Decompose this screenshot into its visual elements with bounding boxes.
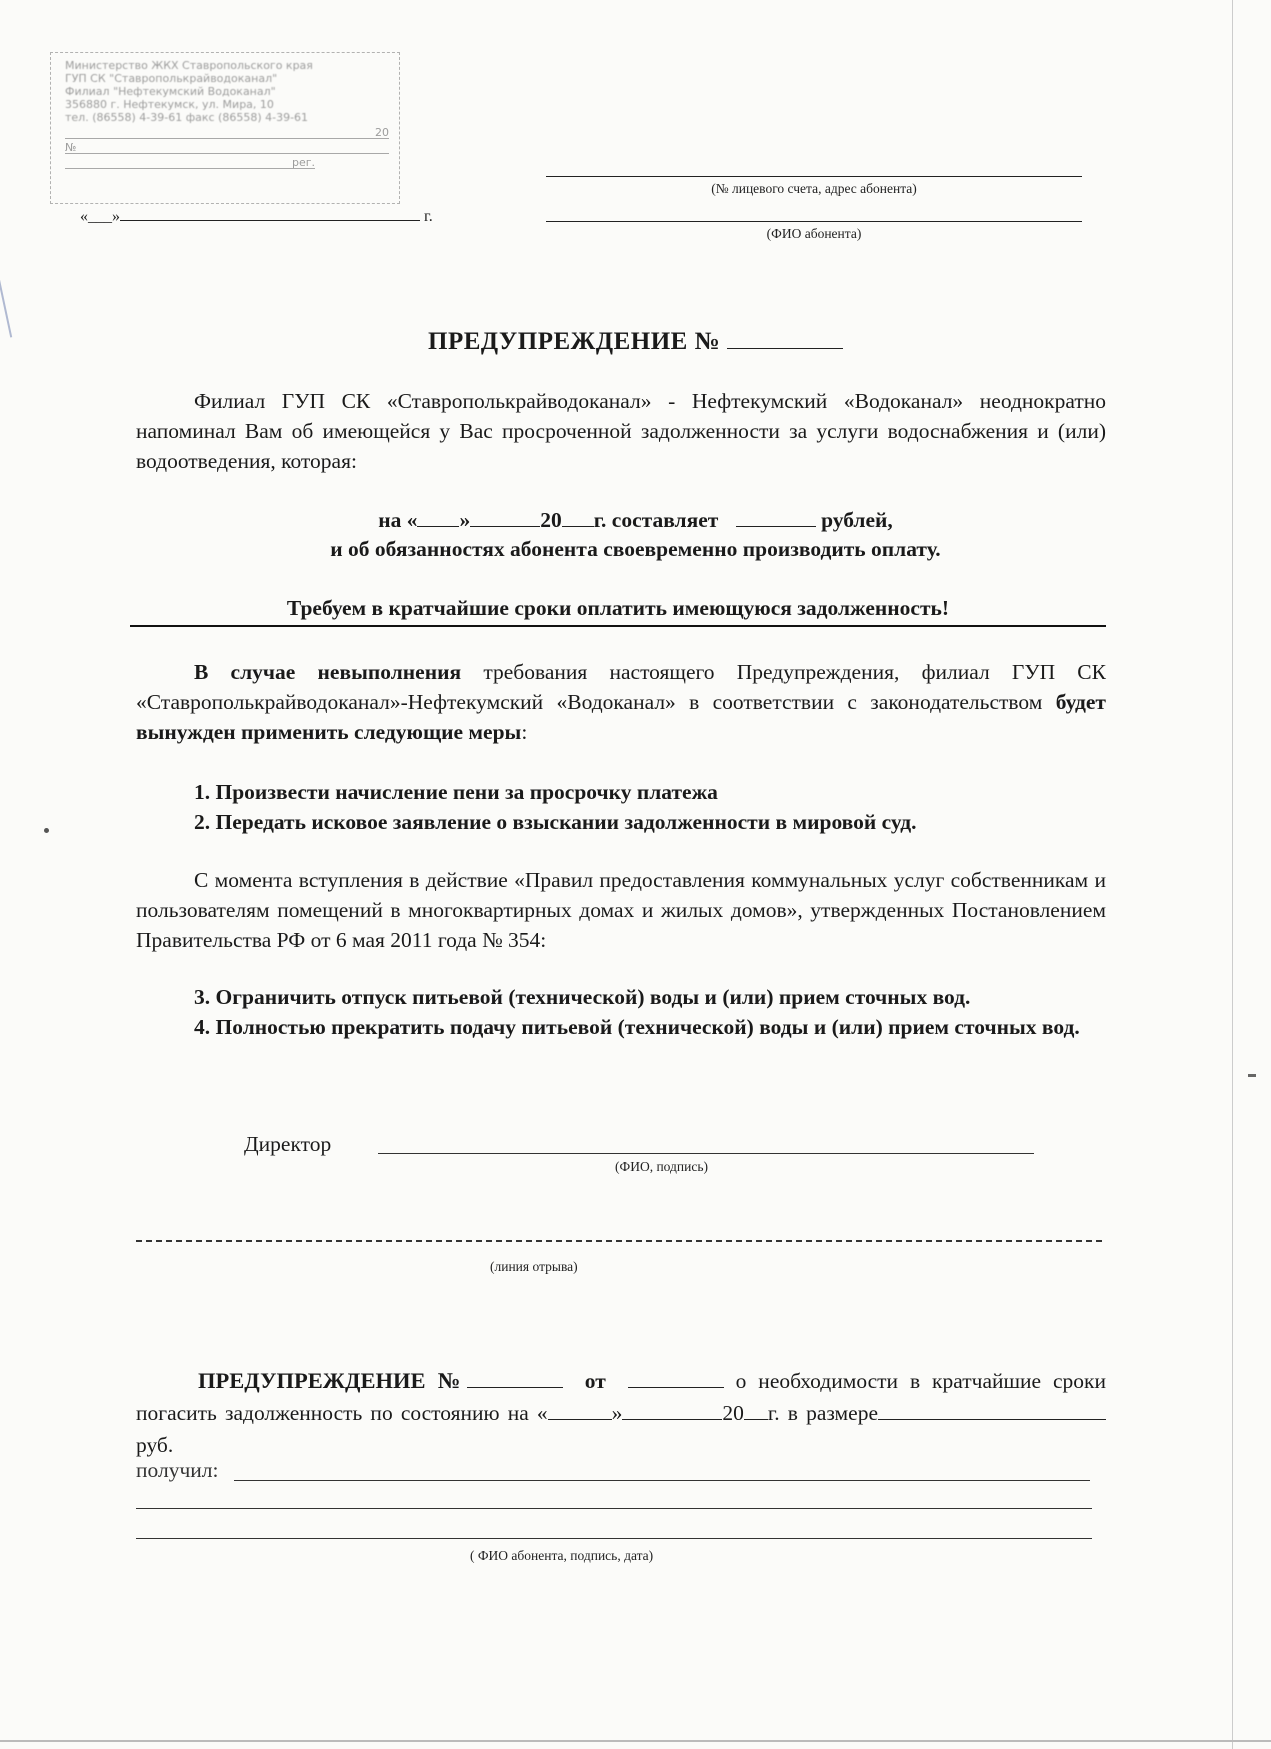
scan-edge-bottom bbox=[0, 1740, 1271, 1742]
receipt-text-2: » bbox=[611, 1401, 623, 1425]
director-label: Директор bbox=[244, 1132, 332, 1156]
receipt-received-line bbox=[234, 1480, 1090, 1481]
debt-year-blank bbox=[562, 506, 594, 527]
receipt-title: ПРЕДУПРЕЖДЕНИЕ № bbox=[198, 1368, 467, 1393]
rules-paragraph: С момента вступления в действие «Правил предоставления коммунальных услуг собственникам и пользователям помещений в многоквартирных домах и жилых домов», утвержденных Постановлением Правительства РФ от 6 мая 2011 года № 354: bbox=[136, 868, 1106, 952]
receipt-year-suffix: г. в размере bbox=[767, 1401, 878, 1425]
tear-caption: (линия отрыва) bbox=[490, 1259, 578, 1274]
demand-underline bbox=[130, 625, 1106, 627]
receipt-number-blank bbox=[467, 1367, 563, 1388]
measure-item: 4. Полностью прекратить подачу питьевой (технической) воды и (или) прием сточных вод. bbox=[194, 1015, 1080, 1039]
receipt-date-blank bbox=[628, 1367, 724, 1388]
stamp-date-line bbox=[65, 126, 389, 139]
scan-speck bbox=[44, 828, 49, 833]
failure-bold-start: В случае невыполнения bbox=[194, 660, 462, 684]
stamp-number-label: № bbox=[65, 141, 77, 154]
header-date bbox=[80, 208, 433, 226]
debt-prefix: на « bbox=[378, 508, 418, 532]
account-line bbox=[546, 176, 1082, 177]
receipt-year: 20 bbox=[722, 1401, 744, 1425]
debt-day-blank bbox=[417, 506, 459, 527]
scan-edge bbox=[1232, 0, 1233, 1749]
title-number-blank bbox=[727, 326, 843, 349]
failure-colon: : bbox=[521, 720, 528, 744]
demand-text: Требуем в кратчайшие сроки оплатить имеющуюся задолженность! bbox=[286, 596, 950, 620]
debt-amount-blank bbox=[736, 506, 816, 527]
measure-item: 3. Ограничить отпуск питьевой (технической) воды и (или) прием сточных вод. bbox=[194, 985, 971, 1009]
header-date-blank bbox=[120, 208, 420, 221]
director-caption: (ФИО, подпись) bbox=[615, 1159, 708, 1174]
receipt-caption: ( ФИО абонента, подпись, дата) bbox=[470, 1548, 654, 1563]
measure-item: 1. Произвести начисление пени за просрочку платежа bbox=[194, 780, 718, 804]
stamp-reg-suffix: рег. bbox=[291, 156, 315, 169]
header-date-suffix: г. bbox=[424, 208, 433, 225]
stamp-line: 356880 г. Нефтекумск, ул. Мира, 10 bbox=[65, 98, 274, 111]
failure-mid: требования настоящего Предупреждения, филиал ГУП СК «Ставрополькрайводоканал»-Нефтекумский «Водоканал» в соответствии с законодательством bbox=[136, 660, 1106, 714]
page-title-text: ПРЕДУПРЕЖДЕНИЕ № bbox=[428, 328, 721, 355]
fio-line bbox=[546, 221, 1082, 222]
receipt-amount-blank bbox=[878, 1399, 1106, 1420]
debt-month-blank bbox=[470, 506, 540, 527]
measures-list-2 bbox=[136, 982, 1106, 1042]
header-date-prefix: «___» bbox=[80, 208, 120, 225]
debt-year: 20 bbox=[540, 508, 562, 532]
debt-total-label: г. составляет bbox=[593, 508, 719, 532]
receipt-month-blank bbox=[622, 1399, 722, 1420]
measures-list bbox=[194, 777, 917, 837]
intro-paragraph: Филиал ГУП СК «Ставрополькрайводоканал» - Нефтекумский «Водоканал» неоднократно напоминал Вам об имеющейся у Вас просроченной задолженности за услуги водоснабжения и (или) водоотведения, которая: bbox=[136, 389, 1106, 473]
tear-line bbox=[136, 1240, 1102, 1242]
stamp-number-line bbox=[65, 141, 389, 154]
stamp-line: ГУП СК "Ставрополькрайводоканал" bbox=[65, 72, 278, 85]
receipt-paragraph bbox=[136, 1365, 1106, 1461]
receipt-received-label: получил: bbox=[136, 1458, 219, 1482]
failure-paragraph bbox=[136, 657, 1106, 747]
stamp-line: Министерство ЖКХ Ставропольского края bbox=[65, 59, 313, 72]
measure-item: 2. Передать исковое заявление о взыскании задолженности в мировой суд. bbox=[194, 810, 917, 834]
scan-speck bbox=[1248, 1074, 1256, 1077]
stamp-date-suffix: 20 bbox=[375, 126, 389, 139]
receipt-line-3 bbox=[136, 1538, 1092, 1539]
receipt-from: от bbox=[584, 1369, 606, 1393]
receipt-rub: руб. bbox=[136, 1433, 174, 1457]
director-signature-line bbox=[378, 1153, 1034, 1154]
receipt-line-2 bbox=[136, 1508, 1092, 1509]
debt-currency: рублей, bbox=[821, 508, 893, 532]
failure-bold-end: будет вынужден применить следующие меры bbox=[136, 690, 1106, 744]
account-caption: (№ лицевого счета, адрес абонента) bbox=[711, 181, 917, 196]
receipt-day-blank bbox=[548, 1399, 612, 1420]
organization-stamp bbox=[50, 52, 400, 204]
receipt-year-blank bbox=[744, 1399, 768, 1420]
debt-quote: » bbox=[459, 508, 471, 532]
debt-line-2: и об обязанностях абонента своевременно производить оплату. bbox=[330, 537, 941, 561]
stamp-reg-line bbox=[65, 156, 315, 169]
receipt-text-1: о необходимости в кратчайшие сроки погасить задолженность по состоянию на « bbox=[136, 1369, 1107, 1425]
debt-line-1 bbox=[0, 506, 1271, 533]
stamp-line: тел. (86558) 4-39-61 факс (86558) 4-39-61 bbox=[65, 111, 309, 124]
fio-caption: (ФИО абонента) bbox=[766, 226, 862, 241]
page-title bbox=[0, 326, 1271, 356]
stamp-line: Филиал "Нефтекумский Водоканал" bbox=[65, 85, 276, 98]
